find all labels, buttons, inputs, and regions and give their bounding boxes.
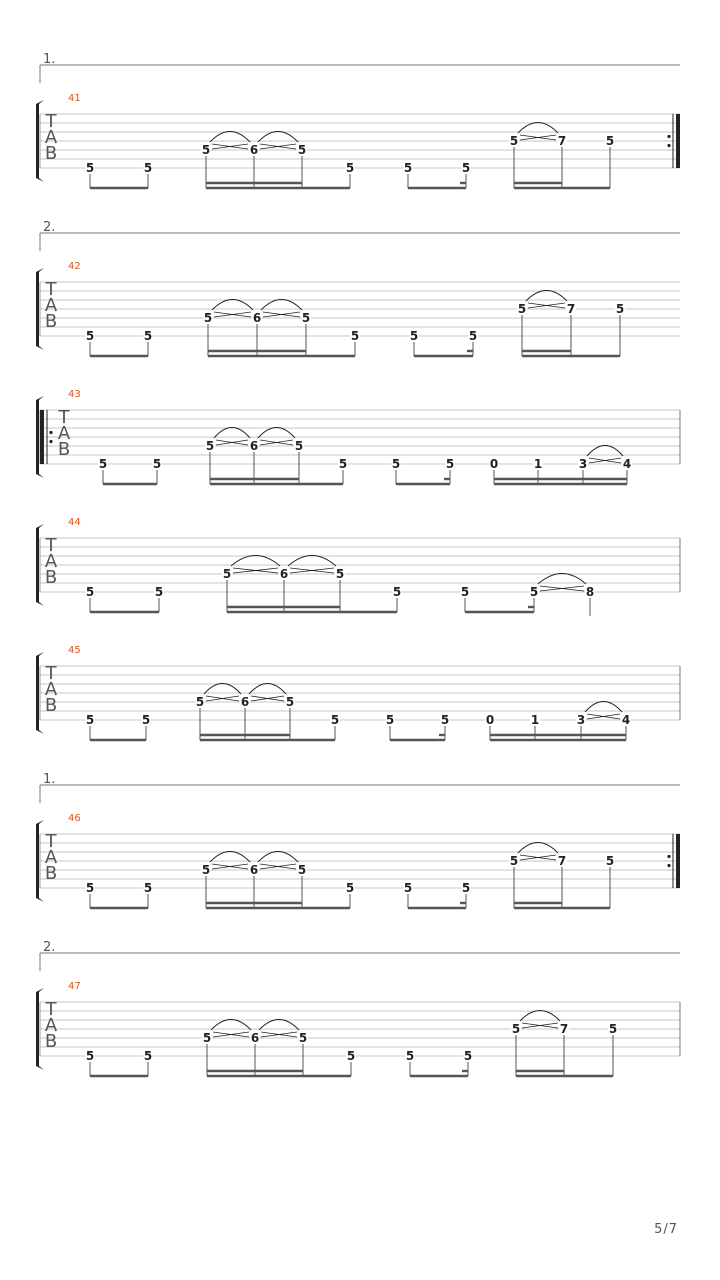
fret-number: 5 — [297, 863, 307, 877]
fret-number: 6 — [249, 439, 259, 453]
repeat-dot — [667, 855, 670, 858]
fret-number: 5 — [403, 161, 413, 175]
fret-number: 5 — [445, 457, 455, 471]
tab-clef-letter: T — [45, 999, 57, 1020]
page-number: 5/7 — [654, 1222, 678, 1237]
tab-clef-letter: B — [44, 311, 58, 332]
tab-clef-letter: A — [44, 127, 58, 148]
fret-number: 5 — [85, 1049, 95, 1063]
fret-number: 5 — [440, 713, 450, 727]
tab-clef-letter: B — [44, 143, 58, 164]
tab-clef-letter: B — [44, 567, 58, 588]
fret-number: 5 — [460, 585, 470, 599]
fret-number: 5 — [403, 881, 413, 895]
tie-curve — [212, 300, 253, 311]
tab-clef-letter: T — [45, 535, 57, 556]
fret-number: 1 — [533, 457, 543, 471]
fret-number: 5 — [461, 161, 471, 175]
fret-number: 5 — [345, 161, 355, 175]
fret-number: 5 — [615, 302, 625, 316]
fret-number: 5 — [463, 1049, 473, 1063]
tie-curve — [204, 684, 241, 695]
fret-number: 7 — [566, 302, 576, 316]
fret-number: 5 — [392, 585, 402, 599]
tab-clef-letter: A — [44, 1015, 58, 1036]
fret-number: 5 — [529, 585, 539, 599]
repeat-thick-bar — [40, 410, 44, 464]
fret-number: 5 — [298, 1031, 308, 1045]
fret-number: 5 — [405, 1049, 415, 1063]
tab-clef-letter: T — [45, 111, 57, 132]
fret-number: 5 — [385, 713, 395, 727]
tab-system — [36, 389, 680, 484]
fret-number: 5 — [608, 1022, 618, 1036]
fret-number: 5 — [350, 329, 360, 343]
fret-number: 4 — [621, 713, 631, 727]
fret-number: 7 — [557, 134, 567, 148]
fret-number: 5 — [330, 713, 340, 727]
tab-clef-letter: T — [58, 407, 70, 428]
tab-system — [36, 772, 680, 908]
tab-clef-letter: A — [44, 551, 58, 572]
fret-number: 5 — [605, 134, 615, 148]
fret-number: 5 — [605, 854, 615, 868]
tie-curve — [231, 556, 280, 567]
fret-number: 8 — [585, 585, 595, 599]
tie-curve — [587, 446, 623, 457]
tab-clef-letter: T — [45, 663, 57, 684]
fret-number: 5 — [509, 854, 519, 868]
tie-curve — [258, 132, 298, 143]
fret-number: 5 — [301, 311, 311, 325]
fret-number: 5 — [468, 329, 478, 343]
volta-label: 1. — [43, 52, 56, 67]
tab-clef-letter: T — [45, 279, 57, 300]
fret-number: 6 — [250, 1031, 260, 1045]
repeat-dot — [667, 864, 670, 867]
fret-number: 6 — [249, 863, 259, 877]
measure-number: 42 — [68, 261, 81, 272]
fret-number: 5 — [285, 695, 295, 709]
fret-number: 7 — [559, 1022, 569, 1036]
fret-number: 5 — [85, 585, 95, 599]
tie-curve — [526, 291, 567, 302]
fret-number: 5 — [152, 457, 162, 471]
fret-number: 5 — [222, 567, 232, 581]
tie-curve — [210, 852, 250, 863]
tab-clef-letter: A — [57, 423, 71, 444]
fret-number: 5 — [85, 161, 95, 175]
fret-number: 5 — [391, 457, 401, 471]
fret-number: 5 — [98, 457, 108, 471]
tie-curve — [518, 843, 558, 854]
fret-number: 5 — [201, 863, 211, 877]
fret-number: 5 — [85, 713, 95, 727]
repeat-thick-bar — [676, 834, 680, 888]
fret-number: 5 — [143, 329, 153, 343]
tab-clef-letter: A — [44, 295, 58, 316]
fret-number: 6 — [279, 567, 289, 581]
measure-number: 44 — [68, 517, 81, 528]
measure-number: 45 — [68, 645, 81, 656]
repeat-dot — [667, 135, 670, 138]
fret-number: 5 — [517, 302, 527, 316]
tie-curve — [518, 123, 558, 134]
tab-system — [36, 517, 680, 616]
fret-number: 5 — [141, 713, 151, 727]
fret-number: 5 — [409, 329, 419, 343]
fret-number: 0 — [485, 713, 495, 727]
tie-curve — [585, 702, 622, 713]
fret-number: 6 — [240, 695, 250, 709]
fret-number: 3 — [578, 457, 588, 471]
measure-number: 46 — [68, 813, 81, 824]
tie-curve — [258, 428, 295, 439]
fret-number: 5 — [205, 439, 215, 453]
volta-label: 2. — [43, 220, 56, 235]
fret-number: 6 — [249, 143, 259, 157]
fret-number: 5 — [195, 695, 205, 709]
fret-number: 5 — [335, 567, 345, 581]
fret-number: 5 — [338, 457, 348, 471]
fret-number: 1 — [530, 713, 540, 727]
repeat-dot — [49, 431, 52, 434]
tie-curve — [538, 574, 586, 585]
tab-clef-letter: A — [44, 679, 58, 700]
tie-curve — [520, 1011, 560, 1022]
repeat-dot — [667, 144, 670, 147]
measure-number: 47 — [68, 981, 81, 992]
tie-curve — [249, 684, 286, 695]
tab-clef-letter: B — [57, 439, 71, 460]
tie-curve — [214, 428, 250, 439]
fret-number: 5 — [143, 161, 153, 175]
fret-number: 5 — [143, 1049, 153, 1063]
tab-clef-letter: B — [44, 695, 58, 716]
fret-number: 4 — [622, 457, 632, 471]
fret-number: 5 — [85, 881, 95, 895]
tie-curve — [210, 132, 250, 143]
fret-number: 5 — [202, 1031, 212, 1045]
fret-number: 5 — [297, 143, 307, 157]
fret-number: 5 — [201, 143, 211, 157]
tab-clef-letter: T — [45, 831, 57, 852]
fret-number: 5 — [461, 881, 471, 895]
tab-clef-letter: A — [44, 847, 58, 868]
fret-number: 5 — [345, 881, 355, 895]
measure-number: 41 — [68, 93, 81, 104]
tab-system — [36, 645, 680, 740]
fret-number: 5 — [143, 881, 153, 895]
fret-number: 5 — [346, 1049, 356, 1063]
fret-number: 0 — [489, 457, 499, 471]
tab-clef-letter: B — [44, 863, 58, 884]
volta-label: 1. — [43, 772, 56, 787]
fret-number: 5 — [85, 329, 95, 343]
tie-curve — [259, 1020, 299, 1031]
tab-system — [36, 940, 680, 1076]
tie-curve — [261, 300, 302, 311]
fret-number: 5 — [154, 585, 164, 599]
fret-number: 6 — [252, 311, 262, 325]
repeat-dot — [49, 440, 52, 443]
tab-system — [36, 52, 680, 188]
fret-number: 3 — [576, 713, 586, 727]
tie-curve — [288, 556, 336, 567]
fret-number: 5 — [203, 311, 213, 325]
tie-curve — [211, 1020, 251, 1031]
fret-number: 5 — [509, 134, 519, 148]
repeat-thick-bar — [676, 114, 680, 168]
fret-number: 5 — [511, 1022, 521, 1036]
tie-curve — [258, 852, 298, 863]
fret-number: 5 — [294, 439, 304, 453]
measure-number: 43 — [68, 389, 81, 400]
tab-clef-letter: B — [44, 1031, 58, 1052]
volta-label: 2. — [43, 940, 56, 955]
fret-number: 7 — [557, 854, 567, 868]
tab-system — [36, 220, 680, 356]
